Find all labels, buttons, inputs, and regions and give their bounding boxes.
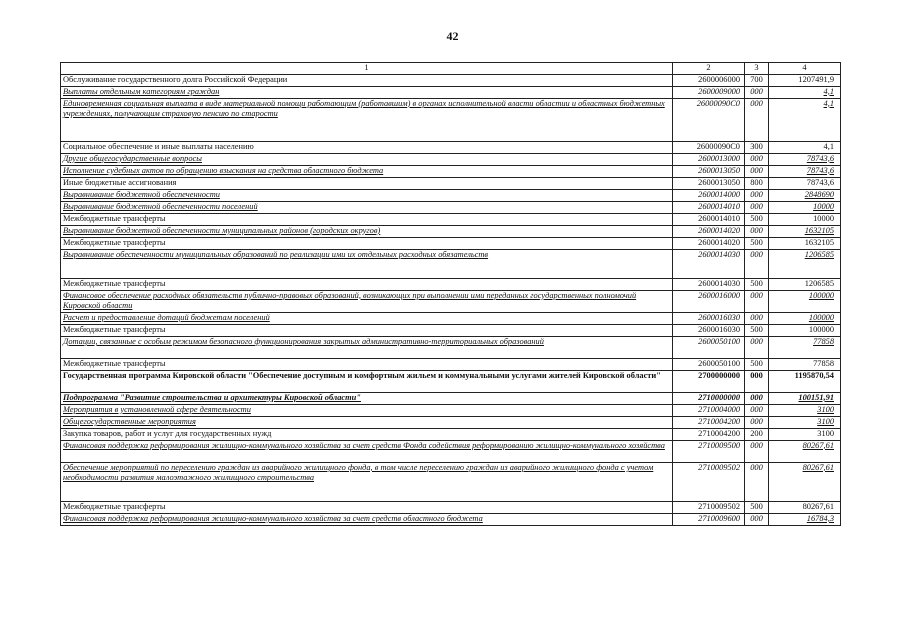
table-row [61,249,841,278]
row-type-cell: 300 [745,141,769,153]
table-row [61,98,841,141]
table-row [61,290,841,312]
row-name-cell: Мероприятия в установленной сфере деятельности [61,404,673,416]
column-number-code: 2 [673,63,745,75]
row-sum-cell: 80267,61 [769,501,841,513]
row-name-cell: Расчет и предоставление дотаций бюджетам поселений [61,312,673,324]
row-type-cell: 500 [745,358,769,370]
column-number-type: 3 [745,63,769,75]
row-name-cell: Межбюджетные трансферты [61,278,673,290]
row-name-cell: Дотации, связанные с особым режимом безопасного функционирования закрытых административно-территориальных образований [61,336,673,358]
row-type-cell: 000 [745,404,769,416]
row-name-cell: Финансовая поддержка реформирования жилищно-коммунального хозяйства за счет средств Фонда содействия реформированию жилищно-коммунального хозяйства [61,440,673,462]
row-code-cell: 2710009500 [673,440,745,462]
row-code-cell: 2710004200 [673,428,745,440]
table-row [61,165,841,177]
row-code-cell: 2600016030 [673,324,745,336]
row-name-cell: Исполнение судебных актов по обращению взыскания на средства областного бюджета [61,165,673,177]
row-code-cell: 2600014000 [673,189,745,201]
row-name-cell: Межбюджетные трансферты [61,358,673,370]
table-row [61,392,841,404]
row-code-cell: 2710000000 [673,392,745,404]
table-row [61,153,841,165]
table-row [61,141,841,153]
table-row [61,416,841,428]
column-number-sum: 4 [769,63,841,75]
row-code-cell: 2600014010 [673,201,745,213]
row-type-cell: 000 [745,225,769,237]
table-row [61,213,841,225]
row-name-cell: Выплаты отдельным категориям граждан [61,86,673,98]
row-type-cell: 500 [745,278,769,290]
row-sum-cell: 78743,6 [769,165,841,177]
row-sum-cell: 1206585 [769,278,841,290]
table-row [61,237,841,249]
row-type-cell: 700 [745,74,769,86]
row-name-cell: Межбюджетные трансферты [61,501,673,513]
row-name-cell: Выравнивание бюджетной обеспеченности муниципальных районов (городских округов) [61,225,673,237]
row-code-cell: 2600050100 [673,336,745,358]
row-type-cell: 000 [745,370,769,392]
column-number-name: 1 [61,63,673,75]
row-code-cell: 2600013050 [673,177,745,189]
row-code-cell: 2710004200 [673,416,745,428]
table-row [61,358,841,370]
row-name-cell: Финансовое обеспечение расходных обязательств публично-правовых образований, возникающих при выполнении ими переданных государственных полномочий Кировской области [61,290,673,312]
row-sum-cell: 16784,3 [769,513,841,525]
row-type-cell: 000 [745,201,769,213]
row-type-cell: 800 [745,177,769,189]
row-code-cell: 2600050100 [673,358,745,370]
row-sum-cell: 3100 [769,416,841,428]
row-code-cell: 2710004000 [673,404,745,416]
row-code-cell: 2600006000 [673,74,745,86]
row-sum-cell: 4,1 [769,141,841,153]
table-row [61,189,841,201]
row-name-cell: Единовременная социальная выплата в виде материальной помощи работающим (работавшим) в органах исполнительной власти областии и областных бюджетных учреждениях, получающим страховую пенсию по старости [61,98,673,141]
row-type-cell: 000 [745,153,769,165]
table-row [61,278,841,290]
row-sum-cell: 100000 [769,312,841,324]
table-row [61,86,841,98]
row-type-cell: 000 [745,312,769,324]
row-code-cell: 26000090C0 [673,141,745,153]
column-number-row [61,63,841,75]
row-code-cell: 2710009502 [673,501,745,513]
row-name-cell: Выравнивание обеспеченности муниципальных образований по реализации ими их отдельных расходных обязательств [61,249,673,278]
table-row [61,225,841,237]
row-type-cell: 000 [745,189,769,201]
row-type-cell: 000 [745,86,769,98]
row-type-cell: 000 [745,392,769,404]
row-code-cell: 2600014020 [673,225,745,237]
row-name-cell: Финансовая поддержка реформирования жилищно-коммунального хозяйства за счет средств областного бюджета [61,513,673,525]
table-row [61,404,841,416]
table-row [61,324,841,336]
row-name-cell: Закупка товаров, работ и услуг для государственных нужд [61,428,673,440]
row-name-cell: Обеспечение мероприятий по переселению граждан из аварийного жилищного фонда, в том числе переселению граждан из аварийного жилищного фонда с учетом необходимости развития малоэтажного жилищного строительства [61,462,673,501]
row-code-cell: 2700000000 [673,370,745,392]
row-sum-cell: 1207491,9 [769,74,841,86]
table-row [61,336,841,358]
row-name-cell: Выравнивание бюджетной обеспеченности поселений [61,201,673,213]
row-sum-cell: 3100 [769,404,841,416]
row-type-cell: 000 [745,440,769,462]
row-name-cell: Иные бюджетные ассигнования [61,177,673,189]
table-row [61,74,841,86]
row-sum-cell: 4,1 [769,98,841,141]
row-code-cell: 2600013000 [673,153,745,165]
row-code-cell: 2710009600 [673,513,745,525]
row-code-cell: 2600014030 [673,249,745,278]
row-code-cell: 2600009000 [673,86,745,98]
table-row [61,370,841,392]
row-name-cell: Социальное обеспечение и иные выплаты населению [61,141,673,153]
row-sum-cell: 100000 [769,324,841,336]
row-sum-cell: 77858 [769,336,841,358]
row-code-cell: 26000090C0 [673,98,745,141]
row-sum-cell: 10000 [769,213,841,225]
row-name-cell: Другие общегосударственные вопросы [61,153,673,165]
row-sum-cell: 1632105 [769,237,841,249]
row-type-cell: 500 [745,213,769,225]
row-name-cell: Межбюджетные трансферты [61,237,673,249]
row-sum-cell: 100000 [769,290,841,312]
row-sum-cell: 1632105 [769,225,841,237]
row-type-cell: 000 [745,416,769,428]
row-type-cell: 000 [745,462,769,501]
row-name-cell: Подпрограмма "Развитие строительства и архитектуры Кировской области" [61,392,673,404]
table-row [61,312,841,324]
row-sum-cell: 80267,61 [769,462,841,501]
row-name-cell: Межбюджетные трансферты [61,324,673,336]
row-code-cell: 2600016030 [673,312,745,324]
row-type-cell: 200 [745,428,769,440]
row-sum-cell: 4,1 [769,86,841,98]
row-type-cell: 500 [745,237,769,249]
table-row [61,462,841,501]
table-row [61,513,841,525]
table-row [61,428,841,440]
table-row [61,501,841,513]
table-row [61,440,841,462]
row-code-cell: 2600014020 [673,237,745,249]
row-sum-cell: 78743,6 [769,177,841,189]
row-sum-cell: 1206585 [769,249,841,278]
row-type-cell: 000 [745,336,769,358]
row-type-cell: 500 [745,501,769,513]
row-code-cell: 2600016000 [673,290,745,312]
budget-table [60,62,841,526]
row-sum-cell: 2848690 [769,189,841,201]
row-sum-cell: 1195870,54 [769,370,841,392]
row-code-cell: 2600014030 [673,278,745,290]
table-row [61,177,841,189]
row-type-cell: 000 [745,98,769,141]
row-code-cell: 2600013050 [673,165,745,177]
row-type-cell: 000 [745,165,769,177]
row-name-cell: Межбюджетные трансферты [61,213,673,225]
row-sum-cell: 80267,61 [769,440,841,462]
row-name-cell: Государственная программа Кировской области "Обеспечение доступным и комфортным жильем и коммунальными услугами жителей Кировской области" [61,370,673,392]
row-type-cell: 500 [745,324,769,336]
row-code-cell: 2600014010 [673,213,745,225]
row-sum-cell: 77858 [769,358,841,370]
row-name-cell: Общегосударственные мероприятия [61,416,673,428]
row-name-cell: Обслуживание государственного долга Российской Федерации [61,74,673,86]
row-name-cell: Выравнивание бюджетной обеспеченности [61,189,673,201]
row-sum-cell: 10000 [769,201,841,213]
page-number: 42 [446,29,459,43]
row-type-cell: 000 [745,513,769,525]
row-code-cell: 2710009502 [673,462,745,501]
row-type-cell: 000 [745,249,769,278]
row-sum-cell: 3100 [769,428,841,440]
table-row [61,201,841,213]
row-sum-cell: 100151,91 [769,392,841,404]
row-sum-cell: 78743,6 [769,153,841,165]
row-type-cell: 000 [745,290,769,312]
